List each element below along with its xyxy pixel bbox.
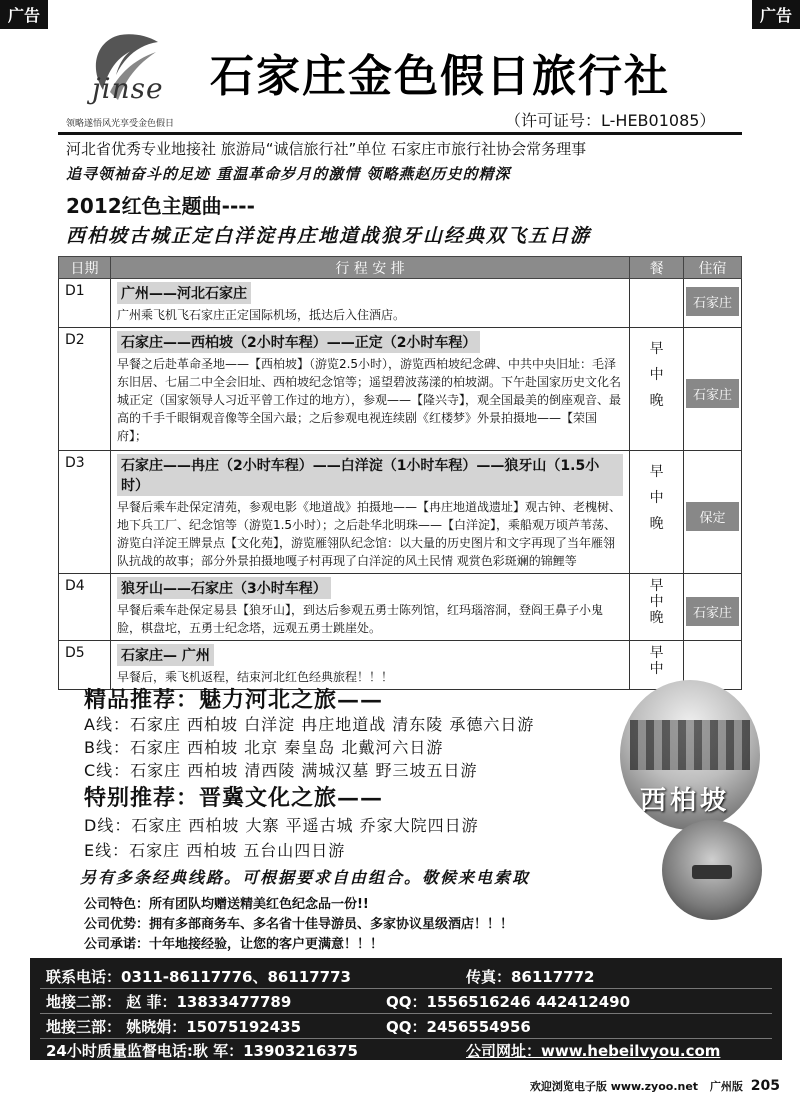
segment-desc: 早餐之后赴革命圣地——【西柏坡】（游览2.5小时），游览西柏坡纪念碑、中共中央旧址：毛泽东旧居、七届二中全会旧址、西柏坡纪念馆等；遥望碧波荡漾的柏坡湖。下午赴国家历史文化名城正定（国家领导人习近平曾工作过的地方），参观——【隆兴寺】，观全国最美的倒座观音、最高的千手千眼铜观音像等全国六最；之后参观电视连续剧《红楼梦》外景拍摄地——【荣国府】； <box>116 357 621 443</box>
route-line-d: D线：石家庄 西柏坡 大寨 平遥古城 乔家大院四日游 <box>84 816 479 835</box>
day-cell: D3 <box>59 451 111 574</box>
intro-line-1: 河北省优秀专业地接社 旅游局“诚信旅行社”单位 石家庄市旅行社协会常务理事 <box>66 140 587 158</box>
meal-cell: 早 中 晚 <box>630 451 684 574</box>
extra-note: 另有多条经典线路。可根据要求自由组合。敬候来电索取 <box>80 868 531 887</box>
meal-cell: 早 中 晚 <box>630 328 684 451</box>
day-cell: D1 <box>59 279 111 328</box>
ad-label-left: 广告 <box>0 0 48 29</box>
page-footer <box>530 1078 780 1094</box>
header-hotel: 住宿 <box>684 257 742 279</box>
segment-title: 石家庄——西柏坡（2小时车程）——正定（2小时车程） <box>117 331 480 353</box>
contact-divider <box>40 1038 772 1039</box>
recommend-title-1: 精品推荐：魅力河北之旅—— <box>84 687 384 713</box>
theme-heading: 2012红色主题曲---- <box>66 194 255 218</box>
segment-title: 广州——河北石家庄 <box>117 282 251 304</box>
day-cell: D5 <box>59 641 111 690</box>
company-website-link[interactable]: 公司网址：www.hebeilvyou.com <box>466 1042 721 1060</box>
meal-cell: 早 中 晚 <box>630 574 684 641</box>
ad-label-right: 广告 <box>752 0 800 29</box>
hotel-cell <box>684 574 742 641</box>
meal-cell <box>630 279 684 328</box>
logo-slogan: 领略遂悟风光享受金色假日 <box>66 119 175 129</box>
plan-cell <box>110 574 629 641</box>
meal-cell: 早 中 <box>630 641 684 690</box>
itinerary-row <box>59 574 742 641</box>
itinerary-table <box>58 256 742 690</box>
segment-title: 石家庄— 广州 <box>117 644 214 666</box>
itinerary-header-row <box>59 257 742 279</box>
route-line-b: B线：石家庄 西柏坡 北京 秦皇岛 北戴河六日游 <box>84 738 444 757</box>
feature-promise: 公司承诺：十年地接经验，让您的客户更满意！！！ <box>84 937 384 952</box>
hotel-cell <box>684 328 742 451</box>
hotel-tag: 保定 <box>686 502 739 531</box>
segment-desc: 早餐后，乘飞机返程，结束河北红色经典旅程！！！ <box>116 670 393 684</box>
footer-edition: 广州版 <box>709 1080 743 1093</box>
hotel-cell <box>684 279 742 328</box>
photo-caption: 西柏坡 <box>640 786 731 816</box>
footer-text: 欢迎浏览电子版 www.zyoo.net <box>529 1080 699 1093</box>
route-line-a: A线：石家庄 西柏坡 白洋淀 冉庄地道战 清东陵 承德六日游 <box>84 715 535 734</box>
header-plan: 行 程 安 排 <box>110 257 629 279</box>
contact-supervise: 24小时质量监督电话:耿 军：13903216375 <box>46 1042 358 1060</box>
route-title: 西柏坡古城正定白洋淀冉庄地道战狼牙山经典双飞五日游 <box>66 225 592 247</box>
feature-specialty: 公司特色：所有团队均赠送精美红色纪念品一份!! <box>84 897 369 912</box>
logo-text: jinse <box>92 72 164 105</box>
company-name: 石家庄金色假日旅行社 <box>210 51 670 102</box>
route-line-e: E线：石家庄 西柏坡 五台山四日游 <box>84 841 346 860</box>
header-divider <box>58 132 742 135</box>
intro-line-2: 追寻领袖奋斗的足迹 重温革命岁月的激情 领略燕赵历史的精深 <box>66 165 511 183</box>
contact-fax: 传真：86117772 <box>466 968 595 986</box>
xibaipo-photo <box>620 680 760 830</box>
hotel-tag: 石家庄 <box>686 379 739 408</box>
contact-dept2: 地接二部： 赵 菲：13833477789 <box>46 993 292 1011</box>
route-line-c: C线：石家庄 西柏坡 清西陵 满城汉墓 野三坡五日游 <box>84 761 478 780</box>
hotel-tag: 石家庄 <box>686 287 739 316</box>
contact-phone: 联系电话：0311-86117776、86117773 <box>46 968 351 986</box>
itinerary-row <box>59 451 742 574</box>
itinerary-row <box>59 328 742 451</box>
segment-title: 狼牙山——石家庄（3小时车程） <box>117 577 331 599</box>
itinerary-row <box>59 279 742 328</box>
plan-cell <box>110 451 629 574</box>
segment-desc: 广州乘飞机飞石家庄正定国际机场，抵达后入住酒店。 <box>116 308 405 322</box>
contact-divider <box>40 1013 772 1014</box>
plan-cell <box>110 328 629 451</box>
baiyangdian-boat-photo <box>662 820 762 920</box>
hotel-tag: 石家庄 <box>686 597 739 626</box>
segment-desc: 早餐后乘车赴保定易县【狼牙山】，到达后参观五勇士陈列馆，红玛瑙溶洞，登阎王鼻子小鬼脸，棋盘坨，五勇士纪念塔，远观五勇士跳崖处。 <box>116 603 603 635</box>
license-number: （许可证号：L-HEB01085） <box>505 111 716 130</box>
plan-cell <box>110 279 629 328</box>
header-day: 日期 <box>59 257 111 279</box>
contact-qq3: QQ：2456554956 <box>386 1018 531 1036</box>
recommend-title-2: 特别推荐：晋冀文化之旅—— <box>84 785 384 811</box>
day-cell: D4 <box>59 574 111 641</box>
hotel-cell <box>684 451 742 574</box>
contact-qq2: QQ：1556516246 442412490 <box>386 993 631 1011</box>
segment-title: 石家庄——冉庄（2小时车程）——白洋淀（1小时车程）——狼牙山（1.5小时） <box>117 454 623 496</box>
contact-dept3: 地接三部： 姚晓娟：15075192435 <box>46 1018 302 1036</box>
contact-divider <box>40 988 772 989</box>
page-number: 205 <box>750 1078 780 1094</box>
segment-desc: 早餐后乘车赴保定清苑，参观电影《地道战》拍摄地——【冉庄地道战遗址】观古钟、老槐树、地下兵工厂、纪念馆等（游览1.5小时）；之后赴华北明珠——【白洋淀】，乘船观万顷芦苇荡、游览白洋淀王牌景点【文化苑】，游览雁翎队纪念馆：以大量的历史图片和文字再现了当年雁翎队抗战的故事；部分外景拍摄地嘎子村再现了白洋淀的风土民情 观赏色彩斑斓的锦鲤等 <box>116 500 621 568</box>
feature-advantage: 公司优势：拥有多部商务车、多名省十佳导游员、多家协议星级酒店！！！ <box>84 917 514 932</box>
day-cell: D2 <box>59 328 111 451</box>
contact-panel <box>30 958 782 1060</box>
header-meal: 餐 <box>630 257 684 279</box>
